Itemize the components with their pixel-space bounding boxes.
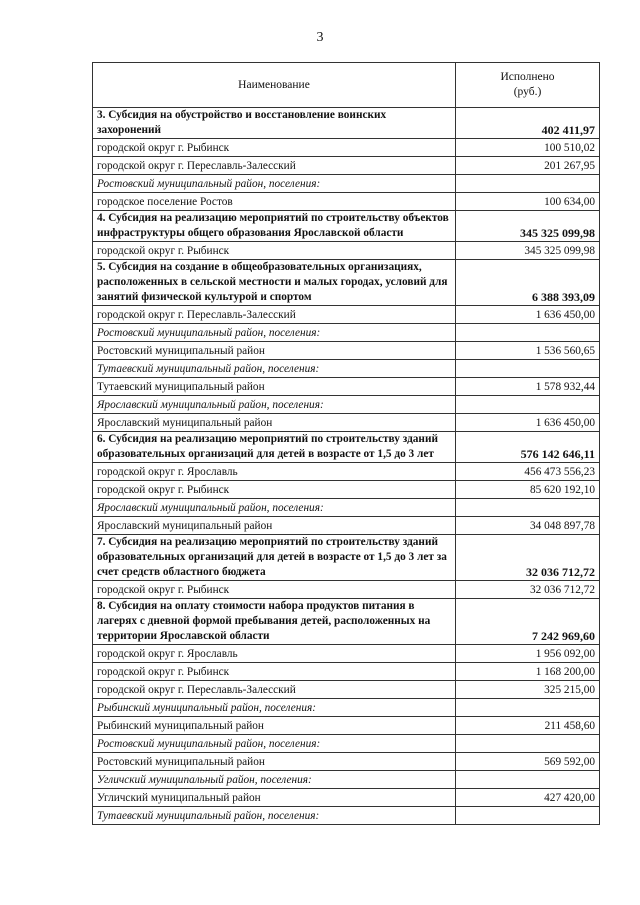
group-row <box>93 771 600 789</box>
group-label: Ярославский муниципальный район, поселения: <box>93 396 456 414</box>
recipient-name: Ростовский муниципальный район <box>93 753 456 771</box>
table-row <box>93 414 600 432</box>
group-label: Ярославский муниципальный район, поселения: <box>93 499 456 517</box>
group-label: Тутаевский муниципальный район, поселения: <box>93 360 456 378</box>
column-header-value: Исполнено (руб.) <box>456 63 600 108</box>
group-label: Тутаевский муниципальный район, поселения: <box>93 807 456 825</box>
recipient-name: городской округ г. Рыбинск <box>93 481 456 499</box>
amount-cell <box>456 699 600 717</box>
amount-cell <box>456 499 600 517</box>
section-title: 7. Субсидия на реализацию мероприятий по строительству зданий образовательных организаций для детей в возрасте от 1,5 до 3 лет за счет средств областного бюджета <box>93 535 456 581</box>
group-label: Ростовский муниципальный район, поселения: <box>93 175 456 193</box>
amount-cell <box>456 175 600 193</box>
recipient-name: городской округ г. Рыбинск <box>93 581 456 599</box>
section-total: 402 411,97 <box>456 108 600 139</box>
amount-cell: 34 048 897,78 <box>456 517 600 535</box>
table-row <box>93 789 600 807</box>
group-label: Ростовский муниципальный район, поселения: <box>93 735 456 753</box>
amount-cell: 211 458,60 <box>456 717 600 735</box>
amount-cell: 85 620 192,10 <box>456 481 600 499</box>
group-label: Угличский муниципальный район, поселения: <box>93 771 456 789</box>
group-row <box>93 175 600 193</box>
table-row <box>93 753 600 771</box>
recipient-name: Ростовский муниципальный район <box>93 342 456 360</box>
recipient-name: городской округ г. Рыбинск <box>93 242 456 260</box>
amount-cell <box>456 360 600 378</box>
section-title: 3. Субсидия на обустройство и восстановление воинских захоронений <box>93 108 456 139</box>
section-total: 576 142 646,11 <box>456 432 600 463</box>
amount-cell: 32 036 712,72 <box>456 581 600 599</box>
column-header-name: Наименование <box>93 63 456 108</box>
amount-cell: 325 215,00 <box>456 681 600 699</box>
table-header-row <box>93 63 600 108</box>
table-row <box>93 463 600 481</box>
recipient-name: городской округ г. Рыбинск <box>93 663 456 681</box>
table-row <box>93 242 600 260</box>
amount-cell <box>456 396 600 414</box>
amount-cell: 1 168 200,00 <box>456 663 600 681</box>
recipient-name: городской округ г. Ярославль <box>93 463 456 481</box>
section-total: 345 325 099,98 <box>456 211 600 242</box>
table-row <box>93 517 600 535</box>
recipient-name: Тутаевский муниципальный район <box>93 378 456 396</box>
table-row <box>93 157 600 175</box>
amount-cell <box>456 324 600 342</box>
recipient-name: Ярославский муниципальный район <box>93 414 456 432</box>
table-row <box>93 581 600 599</box>
recipient-name: Угличский муниципальный район <box>93 789 456 807</box>
section-row <box>93 260 600 306</box>
section-title: 6. Субсидия на реализацию мероприятий по строительству зданий образовательных организаций для детей в возрасте от 1,5 до 3 лет <box>93 432 456 463</box>
amount-cell <box>456 735 600 753</box>
group-label: Ростовский муниципальный район, поселения: <box>93 324 456 342</box>
recipient-name: городской округ г. Ярославль <box>93 645 456 663</box>
group-row <box>93 396 600 414</box>
recipient-name: городской округ г. Переславль-Залесский <box>93 157 456 175</box>
table-row <box>93 663 600 681</box>
amount-cell: 427 420,00 <box>456 789 600 807</box>
table-row <box>93 481 600 499</box>
section-total: 6 388 393,09 <box>456 260 600 306</box>
section-title: 5. Субсидия на создание в общеобразовательных организациях, расположенных в сельской местности и малых городах, условий для занятий физической культурой и спортом <box>93 260 456 306</box>
page-number: 3 <box>316 30 324 45</box>
amount-cell: 1 636 450,00 <box>456 414 600 432</box>
subsidy-table <box>92 62 600 825</box>
amount-cell: 1 578 932,44 <box>456 378 600 396</box>
section-row <box>93 211 600 242</box>
section-row <box>93 535 600 581</box>
amount-cell: 1 536 560,65 <box>456 342 600 360</box>
amount-cell: 1 956 092,00 <box>456 645 600 663</box>
amount-cell: 456 473 556,23 <box>456 463 600 481</box>
group-row <box>93 499 600 517</box>
group-label: Рыбинский муниципальный район, поселения: <box>93 699 456 717</box>
group-row <box>93 807 600 825</box>
table-body <box>93 108 600 825</box>
amount-cell: 100 510,02 <box>456 139 600 157</box>
group-row <box>93 699 600 717</box>
amount-cell <box>456 771 600 789</box>
amount-cell: 1 636 450,00 <box>456 306 600 324</box>
table-row <box>93 306 600 324</box>
table-row <box>93 193 600 211</box>
recipient-name: Ярославский муниципальный район <box>93 517 456 535</box>
amount-cell: 569 592,00 <box>456 753 600 771</box>
section-title: 8. Субсидия на оплату стоимости набора продуктов питания в лагерях с дневной формой пребывания детей, расположенных на территории Ярославской области <box>93 599 456 645</box>
section-total: 32 036 712,72 <box>456 535 600 581</box>
amount-cell: 345 325 099,98 <box>456 242 600 260</box>
amount-cell: 100 634,00 <box>456 193 600 211</box>
section-title: 4. Субсидия на реализацию мероприятий по строительству объектов инфраструктуры общего образования Ярославской области <box>93 211 456 242</box>
table-row <box>93 342 600 360</box>
group-row <box>93 324 600 342</box>
table-row <box>93 139 600 157</box>
table-row <box>93 378 600 396</box>
table-row <box>93 717 600 735</box>
section-row <box>93 108 600 139</box>
recipient-name: городское поселение Ростов <box>93 193 456 211</box>
section-row <box>93 599 600 645</box>
recipient-name: городской округ г. Рыбинск <box>93 139 456 157</box>
group-row <box>93 360 600 378</box>
table-row <box>93 681 600 699</box>
amount-cell <box>456 807 600 825</box>
group-row <box>93 735 600 753</box>
recipient-name: городской округ г. Переславль-Залесский <box>93 306 456 324</box>
amount-cell: 201 267,95 <box>456 157 600 175</box>
recipient-name: городской округ г. Переславль-Залесский <box>93 681 456 699</box>
table-row <box>93 645 600 663</box>
section-row <box>93 432 600 463</box>
recipient-name: Рыбинский муниципальный район <box>93 717 456 735</box>
section-total: 7 242 969,60 <box>456 599 600 645</box>
